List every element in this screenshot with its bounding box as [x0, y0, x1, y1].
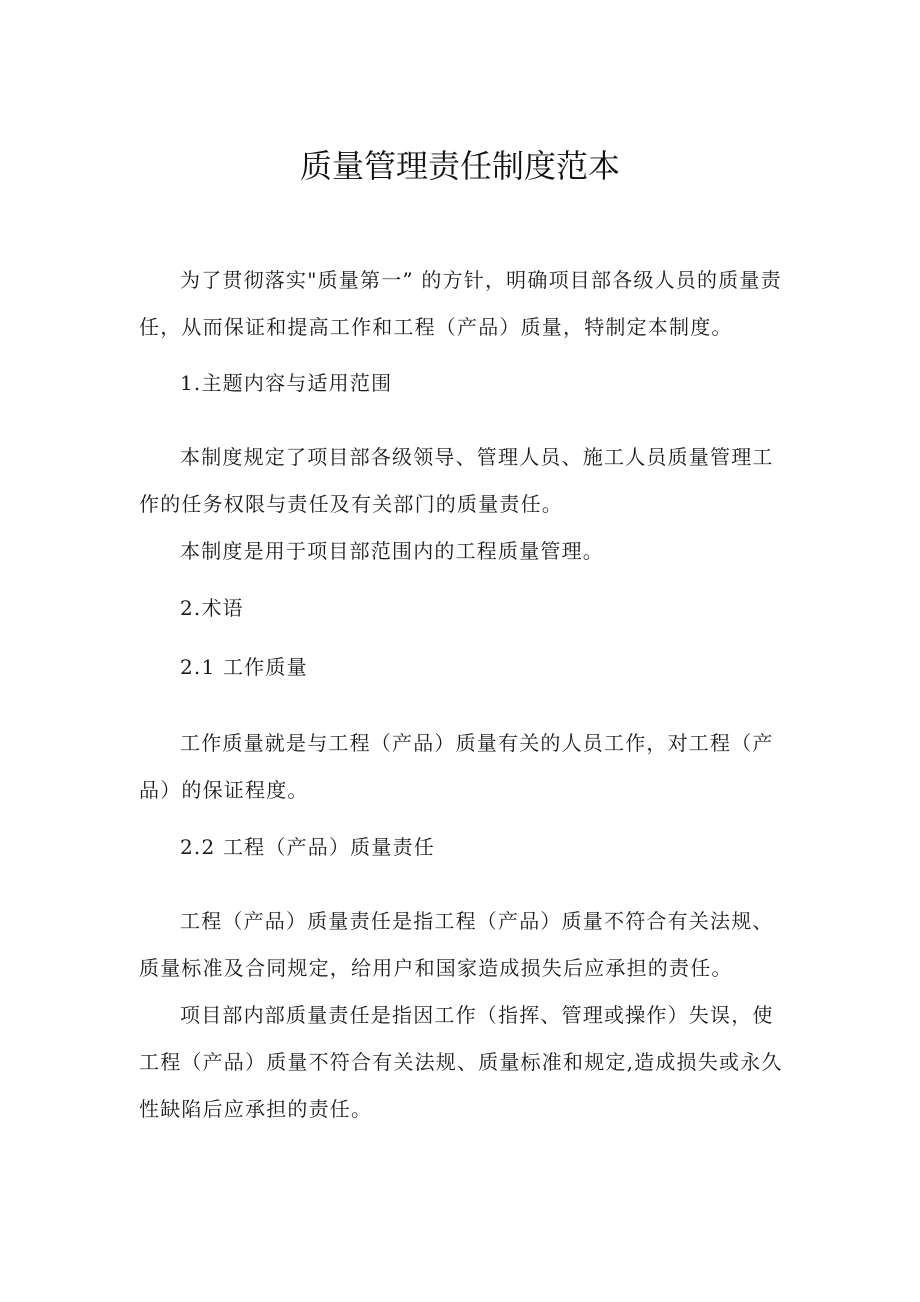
section-1-body — [139, 434, 787, 575]
section-1-paragraph-1: 本制度规定了项目部各级领导、管理人员、施工人员质量管理工作的任务权限与责任及有关部门的质量责任。 — [139, 445, 774, 516]
section-2-2-heading: 2.2 工程（产品）质量责任 — [180, 835, 435, 859]
section-1-paragraph-2: 本制度是用于项目部范围内的工程质量管理。 — [180, 539, 604, 563]
section-2-2-paragraph-1: 工程（产品）质量责任是指工程（产品）质量不符合有关法规、质量标准及合同规定，给用户和国家造成损失后应承担的责任。 — [139, 909, 774, 980]
section-2-1-heading: 2.1 工作质量 — [180, 655, 308, 679]
section-2-heading-block — [139, 585, 787, 632]
section-2-2-heading-block — [139, 824, 787, 871]
section-2-1-heading-block — [139, 644, 787, 691]
section-2-1-body — [139, 720, 787, 814]
section-1-heading: 1.主题内容与适用范围 — [180, 371, 393, 395]
section-2-2-body — [139, 898, 787, 1133]
document-title: 质量管理责任制度范本 — [299, 147, 620, 185]
section-1-heading-block — [139, 360, 787, 407]
intro-block — [139, 257, 787, 351]
section-2-2-paragraph-2: 项目部内部质量责任是指因工作（指挥、管理或操作）失误，使工程（产品）质量不符合有关法规、质量标准和规定,造成损失或永久性缺陷后应承担的责任。 — [139, 1003, 783, 1121]
section-2-heading: 2.术语 — [180, 596, 244, 620]
section-2-1-paragraph: 工作质量就是与工程（产品）质量有关的人员工作，对工程（产品）的保证程度。 — [139, 731, 774, 802]
intro-paragraph: 为了贯彻落实"质量第一” 的方针，明确项目部各级人员的质量责任，从而保证和提高工作和工程（产品）质量，特制定本制度。 — [139, 268, 782, 339]
